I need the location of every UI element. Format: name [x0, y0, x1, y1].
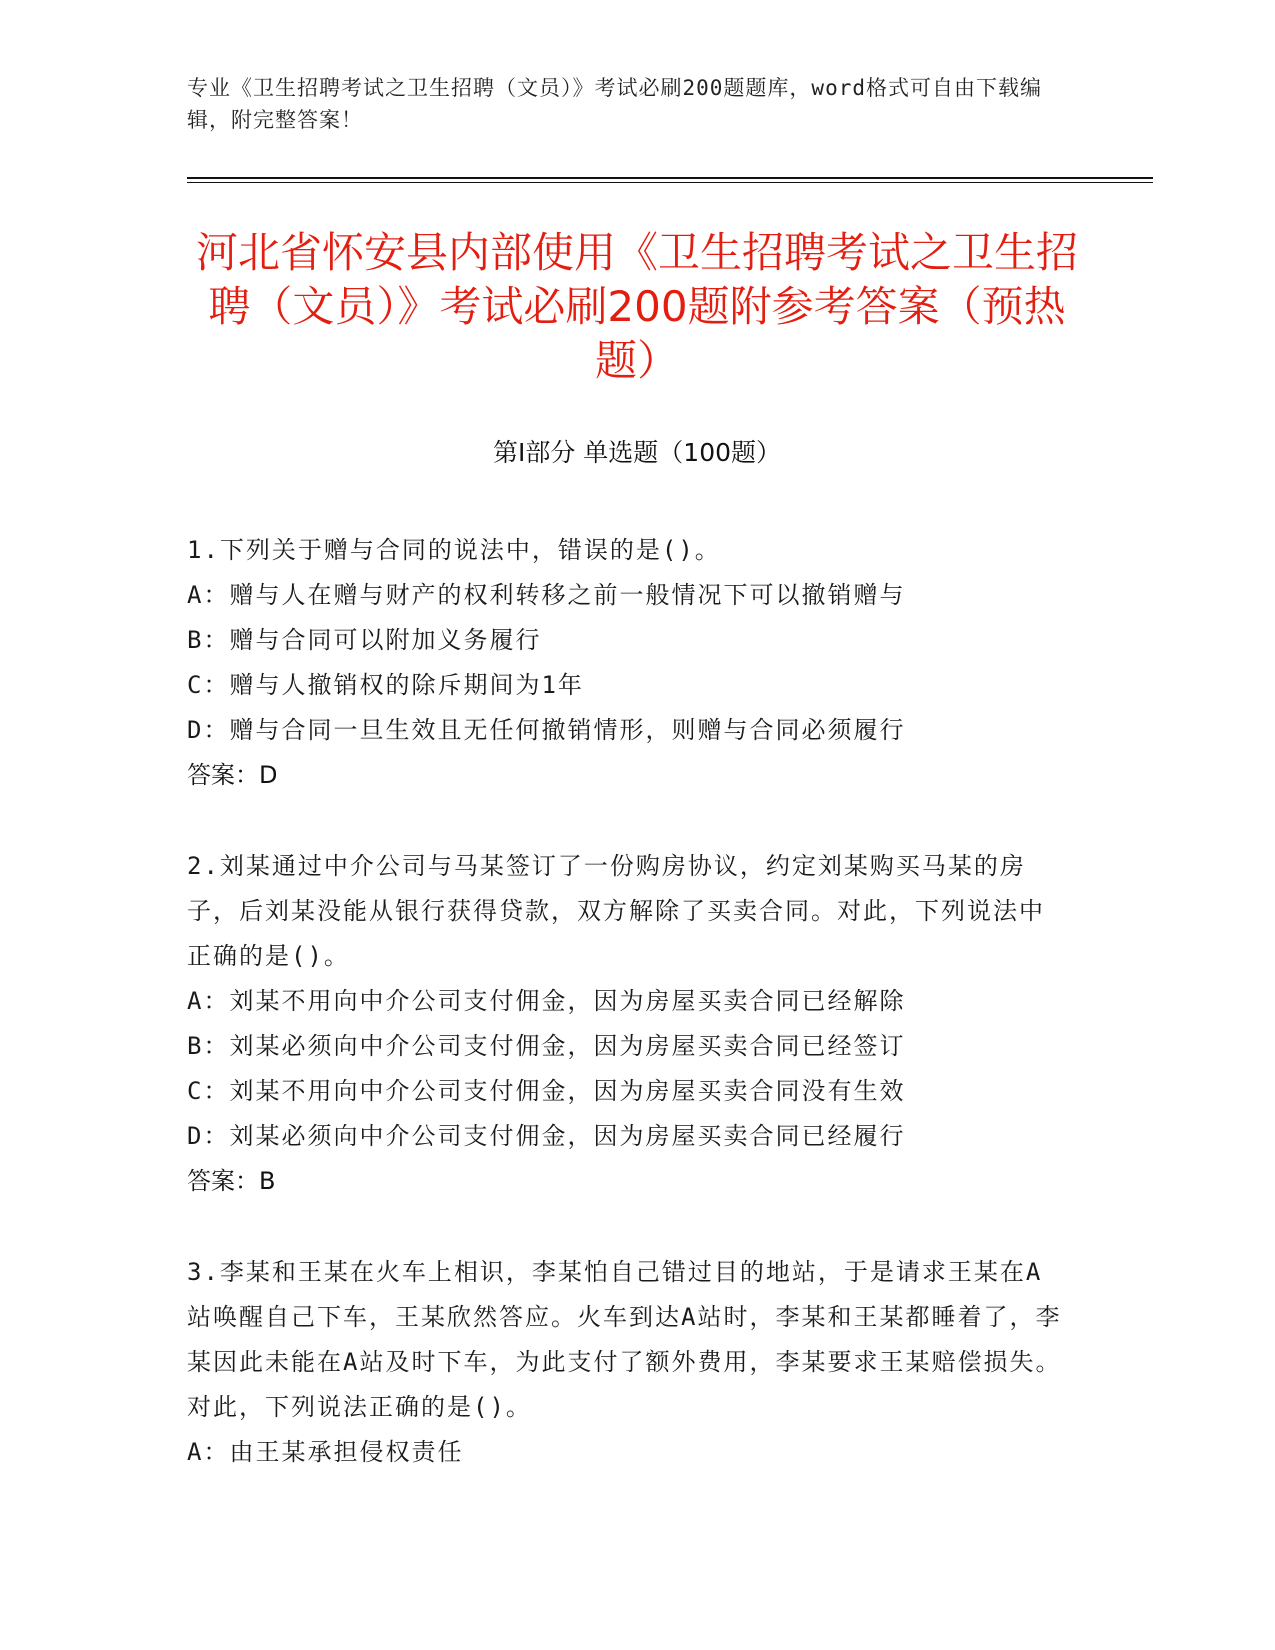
question-3	[187, 1250, 1067, 1475]
document-title: 河北省怀安县内部使用《卫生招聘考试之卫生招聘（文员）》考试必刷200题附参考答案（预热题）	[195, 228, 1078, 385]
option-d: D：赠与合同一旦生效且无任何撤销情形，则赠与合同必须履行	[187, 716, 906, 744]
header-rule-thin	[187, 182, 1153, 183]
option-a: A：由王某承担侵权责任	[187, 1438, 464, 1466]
question-list	[187, 528, 1067, 1521]
question-1	[187, 528, 1067, 798]
option-c: C：赠与人撤销权的除斥期间为1年	[187, 671, 584, 699]
answer: 答案：D	[187, 761, 278, 789]
option-a: A：赠与人在赠与财产的权利转移之前一般情况下可以撤销赠与	[187, 581, 906, 609]
option-c: C：刘某不用向中介公司支付佣金，因为房屋买卖合同没有生效	[187, 1077, 906, 1105]
question-stem: 2.刘某通过中介公司与马某签订了一份购房协议，约定刘某购买马某的房子，后刘某没能从银行获得贷款，双方解除了买卖合同。对此，下列说法中正确的是()。	[187, 852, 1045, 970]
option-a: A：刘某不用向中介公司支付佣金，因为房屋买卖合同已经解除	[187, 987, 906, 1015]
answer: 答案：B	[187, 1167, 276, 1195]
option-d: D：刘某必须向中介公司支付佣金，因为房屋买卖合同已经履行	[187, 1122, 906, 1150]
question-stem: 1.下列关于赠与合同的说法中，错误的是()。	[187, 536, 721, 564]
question-2	[187, 844, 1067, 1204]
option-b: B：刘某必须向中介公司支付佣金，因为房屋买卖合同已经签订	[187, 1032, 906, 1060]
question-stem: 3.李某和王某在火车上相识，李某怕自己错过目的地站，于是请求王某在A站唤醒自己下车，王某欣然答应。火车到达A站时，李某和王某都睡着了，李某因此未能在A站及时下车，为此支付了额外费用，李某要求王某赔偿损失。对此，下列说法正确的是()。	[187, 1258, 1062, 1421]
section-heading: 第Ⅰ部分 单选题（100题）	[492, 438, 782, 467]
header-note: 专业《卫生招聘考试之卫生招聘（文员）》考试必刷200题题库，word格式可自由下载编辑，附完整答案！	[187, 76, 1042, 132]
option-b: B：赠与合同可以附加义务履行	[187, 626, 542, 654]
header-rule-thick	[187, 177, 1153, 179]
